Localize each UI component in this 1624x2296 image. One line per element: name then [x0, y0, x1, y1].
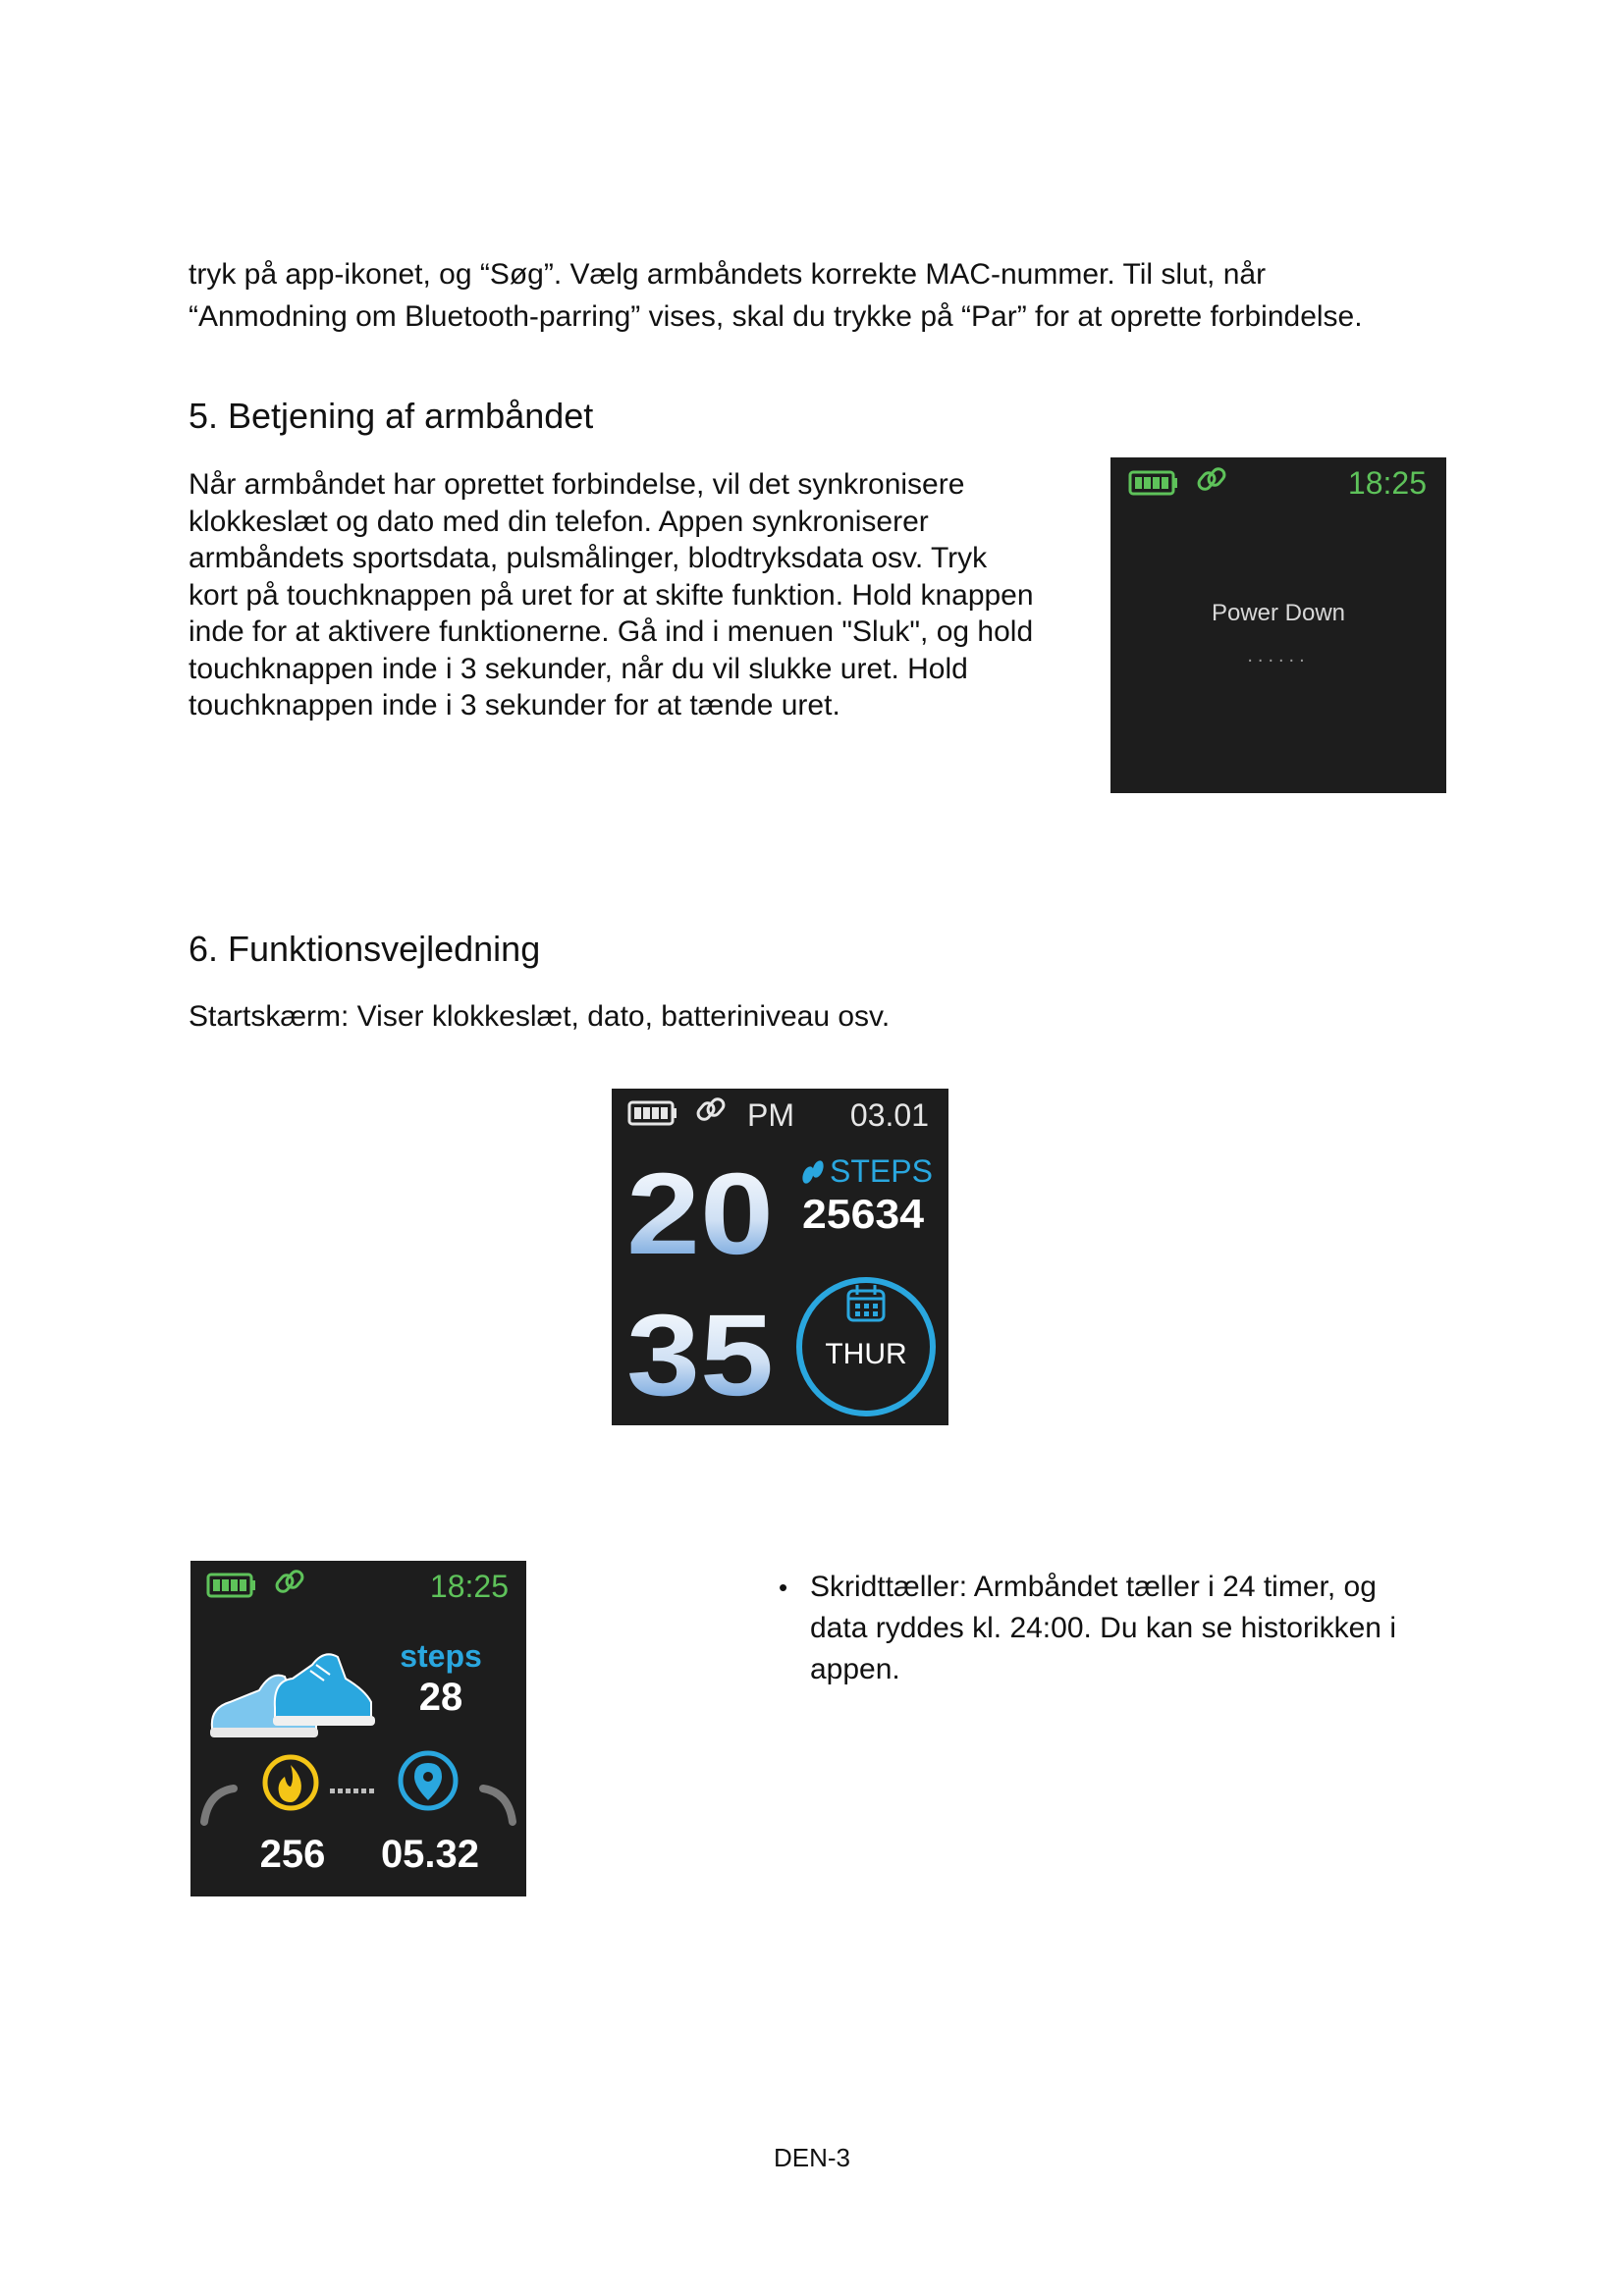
calories-value: 256 — [259, 1833, 326, 1876]
power-down-label: Power Down — [1211, 600, 1346, 626]
ampm-label: PM — [747, 1097, 794, 1133]
sneakers-icon — [210, 1654, 375, 1737]
steps-count: 28 — [418, 1676, 463, 1719]
steps-screen — [190, 1561, 526, 1896]
battery-icon — [629, 1102, 677, 1124]
section-5-line: Når armbåndet har oprettet forbindelse, vil det synkronisere — [189, 468, 965, 501]
footprint-icon — [800, 1159, 826, 1185]
clock-minute: 35 — [626, 1291, 774, 1420]
battery-icon — [1130, 472, 1177, 494]
section-5-paragraph — [189, 466, 1111, 724]
startscreen-description: Startskærm: Viser klokkeslæt, dato, batteriniveau osv. — [189, 1000, 891, 1033]
bullet-line: appen. — [810, 1653, 900, 1685]
dotted-divider — [330, 1789, 374, 1793]
section-5-line: touchknappen inde i 3 sekunder for at tænde uret. — [189, 689, 840, 721]
intro-paragraph — [189, 253, 1465, 338]
steps-label: steps — [400, 1638, 482, 1674]
power-down-screen — [1110, 457, 1446, 793]
section-6-heading: 6. Funktionsvejledning — [189, 929, 541, 969]
section-5-line: armbåndets sportsdata, pulsmålinger, blodtryksdata osv. Tryk — [189, 542, 988, 574]
link-icon — [1197, 466, 1227, 492]
right-arc — [483, 1789, 513, 1822]
bullet-line: Skridttæller: Armbåndet tæller i 24 timer, og — [810, 1571, 1377, 1603]
date-label: 03.01 — [849, 1097, 929, 1133]
section-5-line: inde for at aktivere funktionerne. Gå ind i menuen "Sluk", og hold — [189, 615, 1034, 648]
power-down-dots: ...... — [1247, 645, 1310, 667]
clock-hour: 20 — [626, 1149, 774, 1279]
link-icon — [696, 1096, 727, 1122]
section-5-heading: 5. Betjening af armbåndet — [189, 396, 594, 436]
bullet-dot-icon: • — [779, 1573, 788, 1602]
left-arc — [204, 1789, 234, 1822]
section-5-line: kort på touchknappen på uret for at skifte funktion. Hold knappen — [189, 578, 1034, 612]
location-pin-icon — [401, 1753, 456, 1808]
pedometer-bullet — [779, 1567, 1466, 1690]
intro-line-1: tryk på app-ikonet, og “Søg”. Vælg armbåndets korrekte MAC-nummer. Til slut, når — [189, 258, 1267, 291]
page-number: DEN-3 — [773, 2143, 850, 2172]
weekday-label: THUR — [825, 1338, 907, 1370]
intro-line-2: “Anmodning om Bluetooth-parring” vises, skal du trykke på “Par” for at oprette forbindelse. — [189, 300, 1363, 333]
home-screen — [612, 1089, 948, 1425]
section-5-line: klokkeslæt og dato med din telefon. Appen synkroniserer — [189, 505, 929, 538]
steps-label: STEPS — [830, 1153, 933, 1189]
calories-flame-icon — [265, 1757, 316, 1808]
bullet-line: data ryddes kl. 24:00. Du kan se historikken i — [810, 1612, 1396, 1644]
link-icon — [275, 1569, 305, 1594]
section-5-line: touchknappen inde i 3 sekunder, når du vil slukke uret. Hold — [189, 652, 968, 685]
battery-icon — [208, 1575, 255, 1596]
power-down-time: 18:25 — [1347, 465, 1427, 501]
distance-value: 05.32 — [380, 1833, 480, 1876]
steps-value: 25634 — [802, 1191, 925, 1237]
steps-screen-time: 18:25 — [429, 1569, 509, 1604]
